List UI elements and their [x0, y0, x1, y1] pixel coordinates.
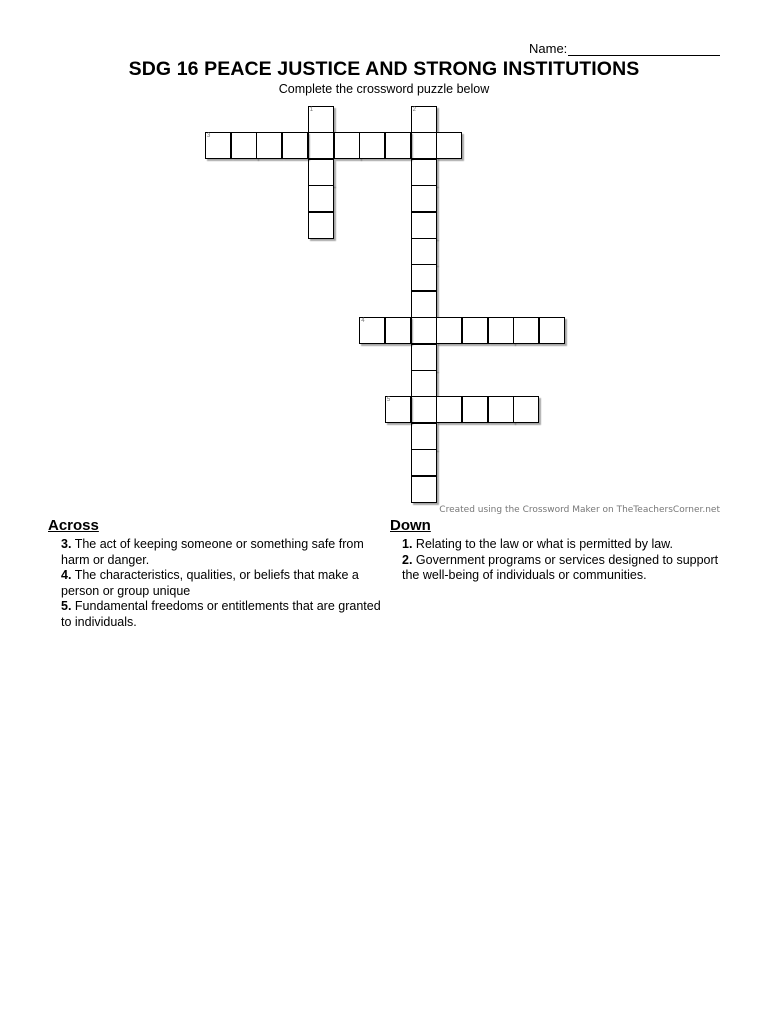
worksheet-title: SDG 16 PEACE JUSTICE AND STRONG INSTITUTIONS [128, 58, 640, 80]
crossword-cell[interactable] [411, 449, 437, 476]
crossword-cell[interactable] [308, 159, 334, 186]
worksheet-subtitle: Complete the crossword puzzle below [278, 82, 490, 96]
crossword-cell[interactable] [411, 238, 437, 265]
crossword-cell[interactable] [308, 106, 334, 133]
crossword-cell[interactable] [385, 396, 411, 423]
crossword-cell[interactable] [359, 317, 385, 344]
across-clue-list [61, 537, 381, 630]
crossword-cell[interactable] [205, 132, 231, 159]
crossword-cell[interactable] [359, 132, 385, 159]
down-clue: 2. Government programs or services designed to support the well-being of individuals or communities. [402, 552, 719, 582]
crossword-cell[interactable] [308, 212, 334, 239]
crossword-cell[interactable] [411, 291, 437, 318]
crossword-cell[interactable] [411, 132, 437, 159]
crossword-cell[interactable] [411, 344, 437, 371]
crossword-cell[interactable] [411, 106, 437, 133]
credit-line: Created using the Crossword Maker on TheTeachersCorner.net [439, 505, 720, 515]
clue-number: 3 [207, 133, 211, 140]
crossword-cell[interactable] [308, 132, 334, 159]
crossword-cell[interactable] [462, 396, 488, 423]
crossword-cell[interactable] [256, 132, 282, 159]
crossword-cell[interactable] [385, 132, 411, 159]
crossword-cell[interactable] [539, 317, 565, 344]
across-clue: 3. The act of keeping someone or something safe from harm or danger. [61, 537, 364, 567]
clue-number: 4 [361, 318, 365, 325]
name-label: Name: [529, 41, 568, 56]
crossword-cell[interactable] [462, 317, 488, 344]
clue-number: 1 [309, 107, 314, 113]
clue-number: 5 [386, 397, 391, 404]
crossword-cell[interactable] [411, 264, 437, 291]
down-clue: 1. Relating to the law or what is permitted by law. [402, 537, 673, 551]
crossword-cell[interactable] [385, 317, 411, 344]
crossword-cell[interactable] [436, 132, 462, 159]
crossword-cell[interactable] [411, 317, 437, 344]
across-clue: 4. The characteristics, qualities, or beliefs that make a person or group unique [61, 568, 359, 598]
crossword-cell[interactable] [411, 370, 437, 397]
crossword-cell[interactable] [513, 317, 539, 344]
down-heading: Down [390, 517, 431, 534]
clue-number: 2 [412, 107, 416, 113]
across-clue: 5. Fundamental freedoms or entitlements that are granted to individuals. [61, 599, 381, 629]
crossword-cell[interactable] [436, 317, 462, 344]
down-clue-list [402, 537, 722, 584]
crossword-cell[interactable] [411, 212, 437, 239]
crossword-cell[interactable] [411, 396, 437, 423]
crossword-cell[interactable] [282, 132, 308, 159]
crossword-cell[interactable] [308, 185, 334, 212]
crossword-cell[interactable] [231, 132, 257, 159]
crossword-cell[interactable] [411, 423, 437, 450]
crossword-cell[interactable] [411, 185, 437, 212]
crossword-cell[interactable] [488, 317, 514, 344]
across-heading: Across [48, 517, 99, 534]
crossword-cell[interactable] [334, 132, 360, 159]
crossword-cell[interactable] [411, 159, 437, 186]
crossword-cell[interactable] [488, 396, 514, 423]
crossword-cell[interactable] [513, 396, 539, 423]
crossword-cell[interactable] [436, 396, 462, 423]
crossword-cell[interactable] [411, 476, 437, 503]
